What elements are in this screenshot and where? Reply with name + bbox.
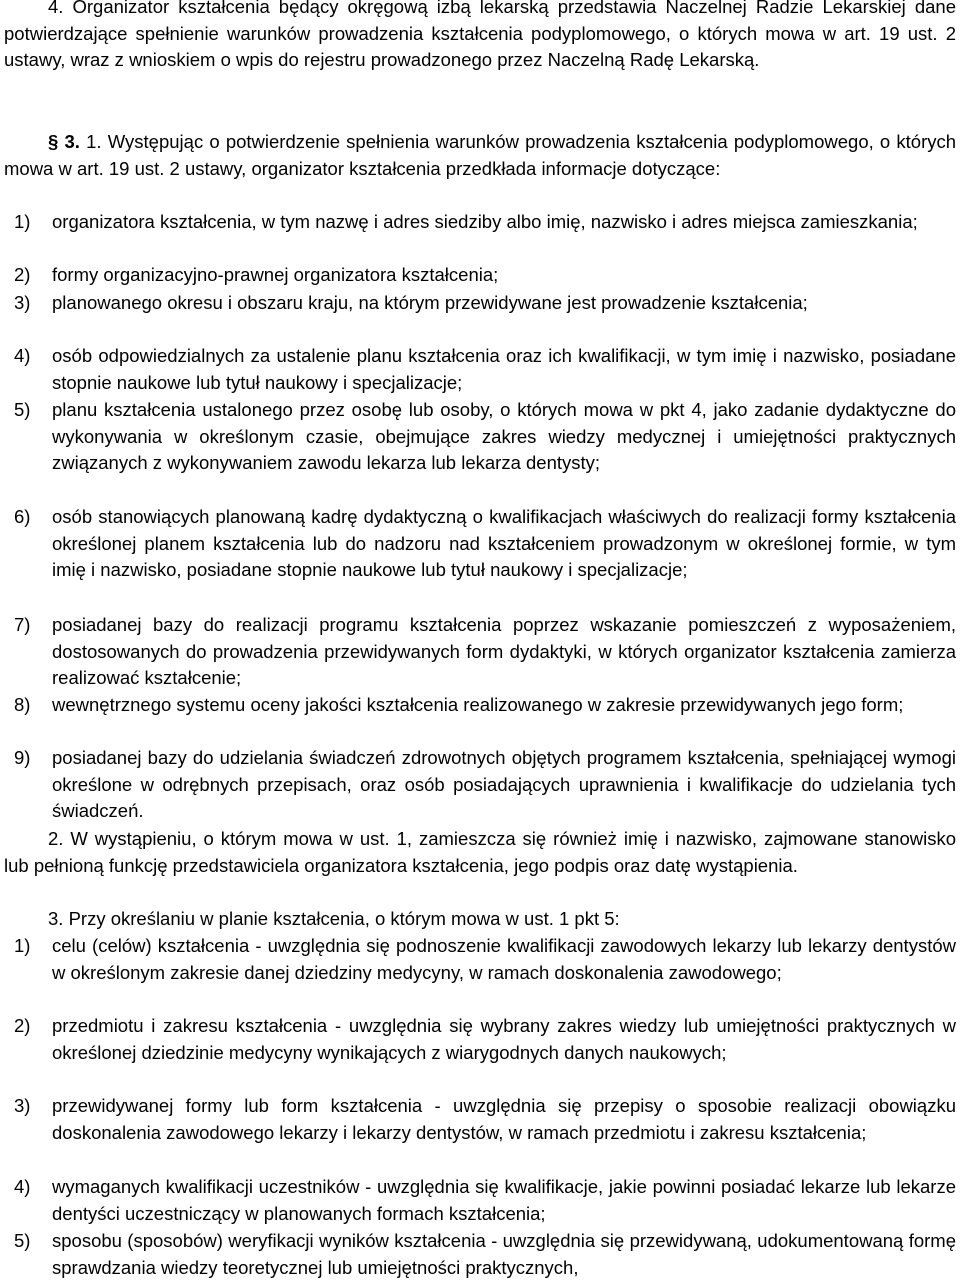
list-item-number: 5)	[14, 399, 31, 420]
list-item-text: organizatora kształcenia, w tym nazwę i adres siedziby albo imię, nazwisko i adres miejsca zamieszkania;	[52, 211, 918, 232]
section-3-paragraph-3: 3. Przy określaniu w planie kształcenia, o którym mowa w ust. 1 pkt 5:	[48, 908, 620, 929]
list-item	[4, 745, 956, 825]
section-sign: §	[48, 131, 59, 152]
list-item-number: 4)	[14, 1176, 31, 1197]
list-item	[4, 397, 956, 477]
list-item-number: 7)	[14, 614, 31, 635]
paragraph-4-text: 4. Organizator kształcenia będący okręgową izbą lekarską przedstawia Naczelnej Radzie Lekarskiej dane potwierdzające spełnienie warunków prowadzenia kształcenia podyplomowego, o których mowa w art. 19 ust. 2 ustawy, wraz z wnioskiem o wpis do rejestru prowadzonego przez Naczelną Radę Lekarską.	[4, 0, 956, 71]
list-item-text: planowanego okresu i obszaru kraju, na którym przewidywane jest prowadzenie kształcenia;	[52, 292, 808, 313]
list-item	[4, 343, 956, 396]
list-item	[4, 1174, 956, 1227]
section-3-paragraph-1	[4, 129, 956, 182]
list-item-text: sposobu (sposobów) weryfikacji wyników kształcenia - uwzględnia się przewidywaną, udokumentowaną formę sprawdzania wiedzy teoretycznej lub umiejętności praktycznych,	[52, 1230, 956, 1278]
list-item-number: 2)	[14, 1015, 31, 1036]
list-item	[4, 262, 956, 289]
section-3-paragraph-2: 2. W wystąpieniu, o którym mowa w ust. 1, zamieszcza się również imię i nazwisko, zajmowane stanowisko lub pełnioną funkcję przedstawiciela organizatora kształcenia, jego podpis oraz datę wystąpienia.	[4, 828, 956, 876]
paragraph-1-text: Występując o potwierdzenie spełnienia warunków prowadzenia kształcenia podyplomowego, o których mowa w art. 19 ust. 2 ustawy, organizator kształcenia przedkłada informacje dotyczące:	[4, 131, 957, 179]
list-item-text: wymaganych kwalifikacji uczestników - uwzględnia się kwalifikacje, jakie powinni posiadać lekarze lub lekarze dentyści uczestniczący w planowanych formach kształcenia;	[52, 1176, 956, 1224]
list-item	[4, 692, 956, 719]
list-item-text: przedmiotu i zakresu kształcenia - uwzględnia się wybrany zakres wiedzy lub umiejętności praktycznych w określonej dziedzinie medycyny wynikających z wiarygodnych danych naukowych;	[52, 1015, 956, 1063]
list-item	[4, 1013, 956, 1066]
list-item-text: wewnętrznego systemu oceny jakości kształcenia realizowanego w zakresie przewidywanych jego form;	[52, 694, 904, 715]
list-item-number: 4)	[14, 345, 31, 366]
list-item-text: posiadanej bazy do udzielania świadczeń zdrowotnych objętych programem kształcenia, spełniającej wymogi określone w odrębnych przepisach, oraz osób posiadających uprawnienia i kwalifikacje do udzielania tych świadczeń.	[52, 747, 956, 822]
list-item	[4, 504, 956, 584]
paragraph-1-number: 1.	[86, 131, 102, 152]
list-item-number: 3)	[14, 1095, 31, 1116]
list-item-number: 2)	[14, 264, 31, 285]
list-item	[4, 612, 956, 692]
list-item-number: 8)	[14, 694, 31, 715]
list-item	[4, 1228, 956, 1281]
list-item-number: 3)	[14, 292, 31, 313]
list-item-number: 6)	[14, 506, 31, 527]
list-item-number: 5)	[14, 1230, 31, 1251]
list-item-text: posiadanej bazy do realizacji programu kształcenia poprzez wskazanie pomieszczeń z wyposażeniem, dostosowanych do prowadzenia przewidywanych form dydaktyki, w których organizator kształcenia zamierza realizować kształcenie;	[52, 614, 956, 689]
list-item-number: 1)	[14, 935, 31, 956]
list-item-text: planu kształcenia ustalonego przez osobę lub osoby, o których mowa w pkt 4, jako zadanie dydaktyczne do wykonywania w określonym czasie, obejmujące zakres wiedzy medycznej i umiejętności praktycznych związanych z wykonywaniem zawodu lekarza lub lekarza dentysty;	[52, 399, 956, 474]
list-item	[4, 933, 956, 986]
list-item-text: formy organizacyjno-prawnej organizatora kształcenia;	[52, 264, 499, 285]
section-number: 3.	[64, 131, 80, 152]
list-item	[4, 209, 956, 236]
list-item	[4, 290, 956, 317]
list-item-number: 9)	[14, 747, 31, 768]
list-item-text: celu (celów) kształcenia - uwzględnia się podnoszenie kwalifikacji zawodowych lekarzy lub lekarzy dentystów w określonym zakresie danej dziedziny medycyny, w ramach doskonalenia zawodowego;	[52, 935, 956, 983]
list-item	[4, 1093, 956, 1146]
list-item-text: przewidywanej formy lub form kształcenia - uwzględnia się przepisy o sposobie realizacji obowiązku doskonalenia zawodowego lekarzy i lekarzy dentystów, w ramach przedmiotu i zakresu kształcenia;	[52, 1095, 956, 1143]
list-item-number: 1)	[14, 211, 31, 232]
list-item-text: osób odpowiedzialnych za ustalenie planu kształcenia oraz ich kwalifikacji, w tym imię i nazwisko, posiadane stopnie naukowe lub tytuł naukowy i specjalizacje;	[52, 345, 956, 393]
list-item-text: osób stanowiących planowaną kadrę dydaktyczną o kwalifikacjach właściwych do realizacji formy kształcenia określonej planem kształcenia lub do nadzoru nad kształceniem prowadzonym w określonej formie, w tym imię i nazwisko, posiadane stopnie naukowe lub tytuł naukowy i specjalizacje;	[52, 506, 956, 581]
